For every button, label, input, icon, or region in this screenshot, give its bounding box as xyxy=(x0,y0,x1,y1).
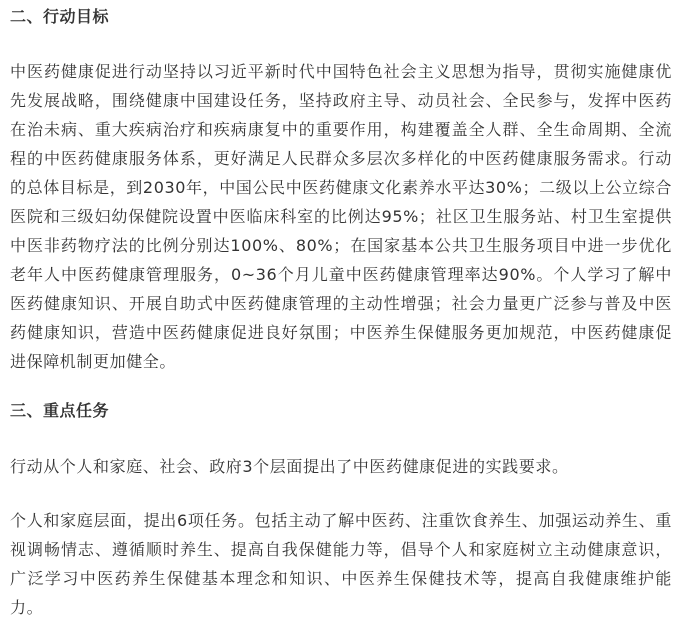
paragraph-goals: 中医药健康促进行动坚持以习近平新时代中国特色社会主义思想为指导，贯彻实施健康优先发展战略，围绕健康中国建设任务，坚持政府主导、动员社会、全民参与，发挥中医药在治未病、重大疾病治疗和疾病康复中的重要作用，构建覆盖全人群、全生命周期、全流程的中医药健康服务体系，更好满足人民群众多层次多样化的中医药健康服务需求。行动的总体目标是，到2030年，中国公民中医药健康文化素养水平达30%；二级以上公立综合医院和三级妇幼保健院设置中医临床科室的比例达95%；社区卫生服务站、村卫生室提供中医非药物疗法的比例分别达100%、80%；在国家基本公共卫生服务项目中进一步优化老年人中医药健康管理服务，0~36个月儿童中医药健康管理率达90%。个人学习了解中医药健康知识、开展自助式中医药健康管理的主动性增强；社会力量更广泛参与普及中医药健康知识，营造中医药健康促进良好氛围；中医养生保健服务更加规范，中医药健康促进保障机制更加健全。 xyxy=(10,62,672,371)
paragraph-individual-family: 个人和家庭层面，提出6项任务。包括主动了解中医药、注重饮食养生、加强运动养生、重视调畅情志、遵循顺时养生、提高自我保健能力等，倡导个人和家庭树立主动健康意识，广泛学习中医药养生保健基本理念和知识、中医养生保健技术等，提高自我健康维护能力。 xyxy=(10,511,672,617)
section-heading-key-tasks: 三、重点任务 xyxy=(10,401,110,420)
section-heading-goals: 二、行动目标 xyxy=(10,7,110,26)
paragraph-key-tasks-intro: 行动从个人和家庭、社会、政府3个层面提出了中医药健康促进的实践要求。 xyxy=(10,457,569,476)
